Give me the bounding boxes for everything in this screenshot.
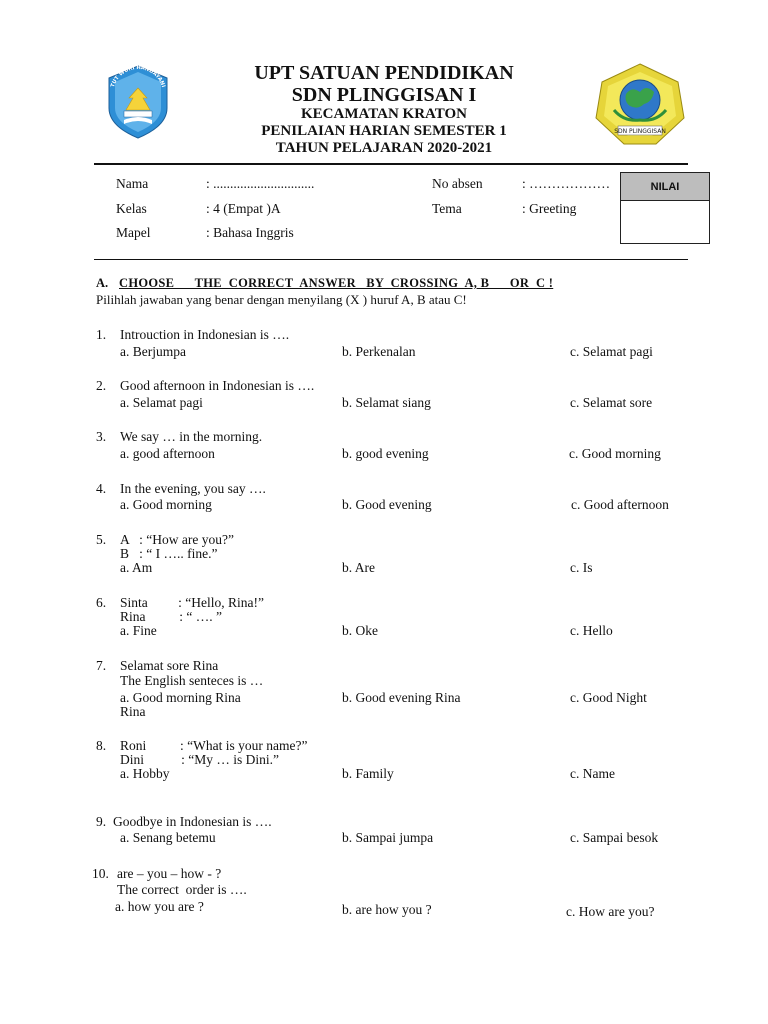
question-number: 9. (96, 814, 107, 829)
question-number: 7. (96, 658, 107, 673)
school-name: SDN PLINGGISAN I (291, 84, 477, 106)
svg-text:TUT WURI HANDAYANI: TUT WURI HANDAYANI (110, 64, 166, 89)
option-c[interactable]: c. Selamat pagi (570, 344, 653, 359)
question-number: 1. (96, 327, 107, 342)
option-a[interactable]: a. Berjumpa (120, 344, 186, 359)
option-c[interactable]: c. Is (570, 560, 593, 575)
header-divider (94, 163, 688, 165)
kelas-value: : 4 (Empat )A (206, 201, 281, 216)
tema-value: : Greeting (522, 201, 577, 216)
question-text-line2: B : “ I ….. fine.” (120, 546, 218, 561)
school-year: TAHUN PELAJARAN 2020-2021 (275, 140, 493, 156)
option-c[interactable]: c. Name (570, 766, 615, 781)
kelas-label: Kelas (116, 201, 147, 216)
absen-value[interactable]: : ……………… (522, 176, 611, 191)
question-number: 3. (96, 429, 107, 444)
option-b[interactable]: b. Sampai jumpa (342, 830, 434, 845)
question-text: Roni : “What is your name?” (120, 738, 308, 753)
district-name: KECAMATAN KRATON (301, 106, 467, 122)
question-number: 4. (96, 481, 107, 496)
question-text: Sinta : “Hello, Rina!” (120, 595, 264, 610)
option-c[interactable]: c. Good morning (569, 446, 661, 461)
mapel-value: : Bahasa Inggris (206, 225, 294, 240)
option-b[interactable]: b. Good evening (342, 497, 432, 512)
option-b[interactable]: b. are how you ? (342, 902, 432, 917)
question-number: 8. (96, 738, 107, 753)
option-b[interactable]: b. Family (342, 766, 394, 781)
option-a[interactable]: a. Hobby (120, 766, 170, 781)
option-b[interactable]: b. Are (342, 560, 375, 575)
option-c[interactable]: c. Good afternoon (571, 497, 669, 512)
absen-label: No absen (432, 176, 483, 191)
info-divider (94, 259, 688, 260)
section-instruction: Pilihlah jawaban yang benar dengan menyilang (X ) huruf A, B atau C! (96, 292, 467, 307)
question-text: are – you – how - ? (117, 866, 222, 881)
option-b[interactable]: b. Selamat siang (342, 395, 431, 410)
question-text: Goodbye in Indonesian is …. (113, 814, 272, 829)
school-unit-title: UPT SATUAN PENDIDIKAN (254, 62, 514, 84)
option-a[interactable]: a. Am (120, 560, 153, 575)
question-number: 5. (96, 532, 107, 547)
section-letter: A. (96, 276, 109, 290)
nama-value[interactable]: : .............................. (206, 176, 315, 191)
option-a[interactable]: a. how you are ? (115, 899, 204, 914)
nama-label: Nama (116, 176, 149, 191)
mapel-label: Mapel (116, 225, 151, 240)
option-a[interactable]: a. Fine (120, 623, 157, 638)
option-a[interactable]: a. Good morning (120, 497, 212, 512)
question-text-line2: The correct order is …. (117, 882, 247, 897)
option-a[interactable]: a. Senang betemu (120, 830, 216, 845)
option-b[interactable]: b. Oke (342, 623, 378, 638)
question-number: 10. (92, 866, 109, 881)
option-a[interactable]: a. Good morning Rina (120, 690, 241, 705)
question-text-line2: Dini : “My … is Dini.” (120, 752, 279, 767)
score-label: NILAI (621, 173, 709, 201)
question-number: 6. (96, 595, 107, 610)
option-b[interactable]: b. Good evening Rina (342, 690, 461, 705)
svg-text:SDN PLINGGISAN: SDN PLINGGISAN (614, 128, 666, 135)
option-a-continued: Rina (120, 704, 146, 719)
exam-title: PENILAIAN HARIAN SEMESTER 1 (261, 123, 507, 139)
question-text-line2: The English senteces is … (120, 673, 264, 688)
option-c[interactable]: c. How are you? (566, 904, 655, 919)
question-number: 2. (96, 378, 107, 393)
question-text: A : “How are you?” (120, 532, 234, 547)
option-b[interactable]: b. good evening (342, 446, 429, 461)
tema-label: Tema (432, 201, 462, 216)
option-a[interactable]: a. Selamat pagi (120, 395, 203, 410)
option-b[interactable]: b. Perkenalan (342, 344, 416, 359)
option-a[interactable]: a. good afternoon (120, 446, 215, 461)
tut-wuri-handayani-logo (103, 64, 173, 140)
school-emblem-logo (594, 62, 686, 146)
option-c[interactable]: c. Sampai besok (570, 830, 659, 845)
question-text: We say … in the morning. (120, 429, 263, 444)
section-title: CHOOSE THE CORRECT ANSWER BY CROSSING A, B OR C ! (119, 276, 554, 290)
option-c[interactable]: c. Good Night (570, 690, 647, 705)
question-text: In the evening, you say …. (120, 481, 266, 496)
option-c[interactable]: c. Hello (570, 623, 613, 638)
score-box[interactable] (620, 172, 710, 244)
question-text: Introuction in Indonesian is …. (120, 327, 290, 342)
question-text-line2: Rina : “ …. ” (120, 609, 222, 624)
question-text: Good afternoon in Indonesian is …. (120, 378, 315, 393)
question-text: Selamat sore Rina (120, 658, 219, 673)
option-c[interactable]: c. Selamat sore (570, 395, 653, 410)
